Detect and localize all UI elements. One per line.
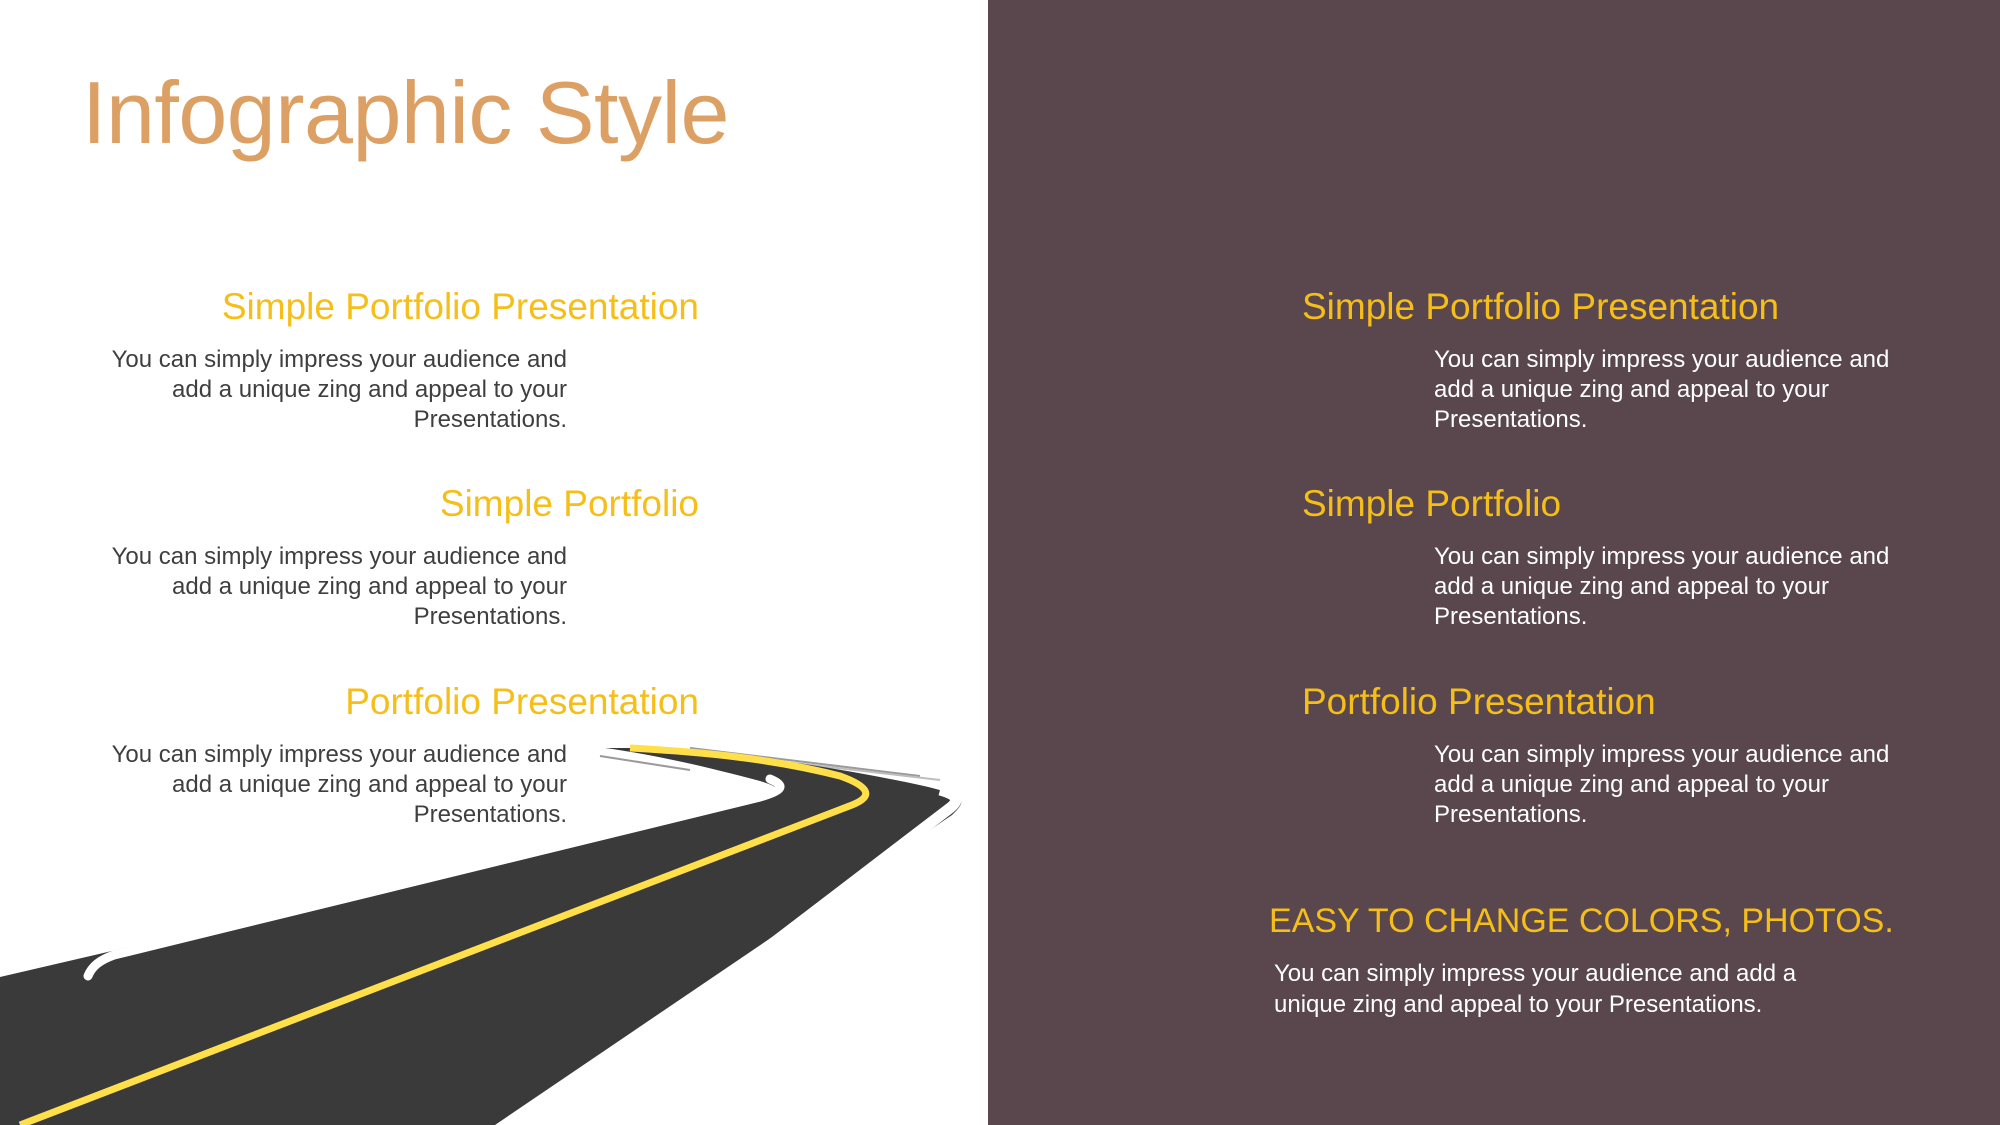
left-item-2-body: You can simply impress your audience and add a unique zing and appeal to your Presentations. [111,543,567,630]
bottom-body: You can simply impress your audience and add a unique zing and appeal to your Presentations. [1274,960,1797,1018]
right-item-2-body: You can simply impress your audience and add a unique zing and appeal to your Presentations. [1434,543,1890,630]
right-item-1-body: You can simply impress your audience and add a unique zing and appeal to your Presentations. [1434,346,1890,433]
right-item-3-body: You can simply impress your audience and add a unique zing and appeal to your Presentations. [1434,741,1890,828]
bottom-heading: EASY TO CHANGE COLORS, PHOTOS. [1269,902,1894,940]
left-item-1-heading: Simple Portfolio Presentation [221,286,699,327]
left-item-2-heading: Simple Portfolio [439,483,699,524]
right-item-3-heading: Portfolio Presentation [1302,681,1656,722]
left-item-1-body: You can simply impress your audience and add a unique zing and appeal to your Presentations. [111,346,567,433]
left-item-3-body: You can simply impress your audience and add a unique zing and appeal to your Presentations. [111,741,567,828]
left-item-3-heading: Portfolio Presentation [345,681,699,722]
right-item-1-heading: Simple Portfolio Presentation [1302,286,1780,327]
right-item-2-heading: Simple Portfolio [1302,483,1562,524]
page-title: Infographic Style [82,63,729,162]
